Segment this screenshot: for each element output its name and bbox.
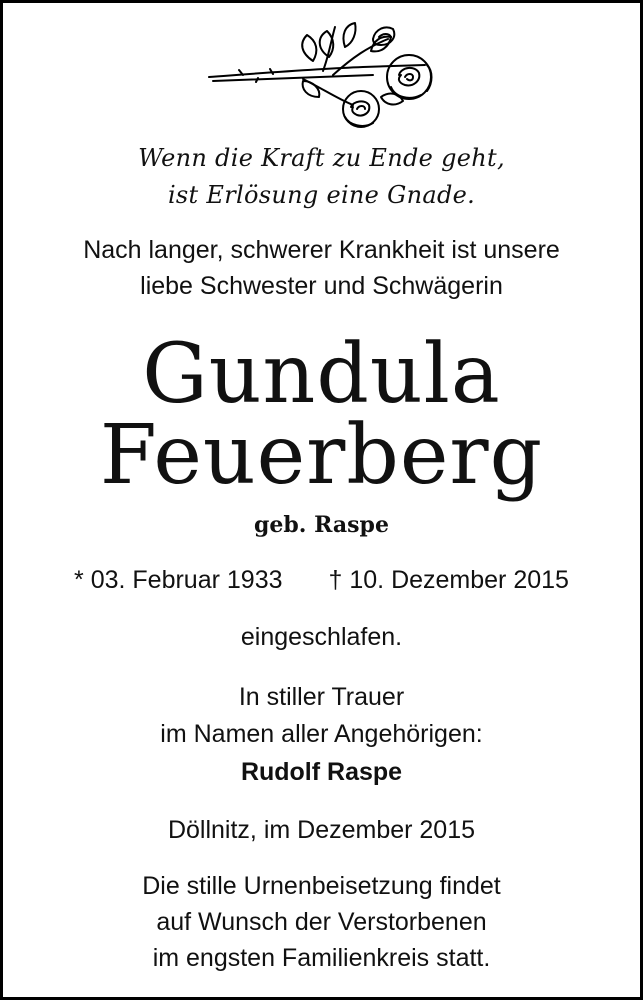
place-date: Döllnitz, im Dezember 2015 (167, 816, 476, 844)
mourners-line-1: In stiller Trauer (238, 683, 405, 711)
death-date: † 10. Dezember 2015 (328, 566, 569, 594)
passed-away-text: eingeschlafen. (240, 623, 403, 651)
intro-line-1: Nach langer, schwerer Krankheit ist unsere (83, 236, 560, 264)
intro-line-2: liebe Schwester und Schwägerin (140, 272, 503, 300)
burial-line-2: auf Wunsch der Verstorbenen (156, 908, 487, 936)
deceased-first-name: Gundula (142, 327, 501, 422)
burial-line-3: im engsten Familienkreis statt. (152, 944, 491, 972)
motto-line-1: Wenn die Kraft zu Ende geht, (138, 144, 505, 172)
life-dates (3, 566, 640, 595)
mourners-line-2: im Namen aller Angehörigen: (160, 720, 483, 748)
deceased-last-name: Feuerberg (99, 408, 544, 503)
mourner-name: Rudolf Raspe (240, 758, 403, 786)
birth-date: * 03. Februar 1933 (74, 566, 283, 594)
motto-line-2: ist Erlösung eine Gnade. (167, 181, 476, 209)
burial-line-1: Die stille Urnenbeisetzung findet (142, 872, 501, 900)
roses-icon (203, 17, 447, 133)
maiden-name: geb. Raspe (254, 512, 389, 538)
